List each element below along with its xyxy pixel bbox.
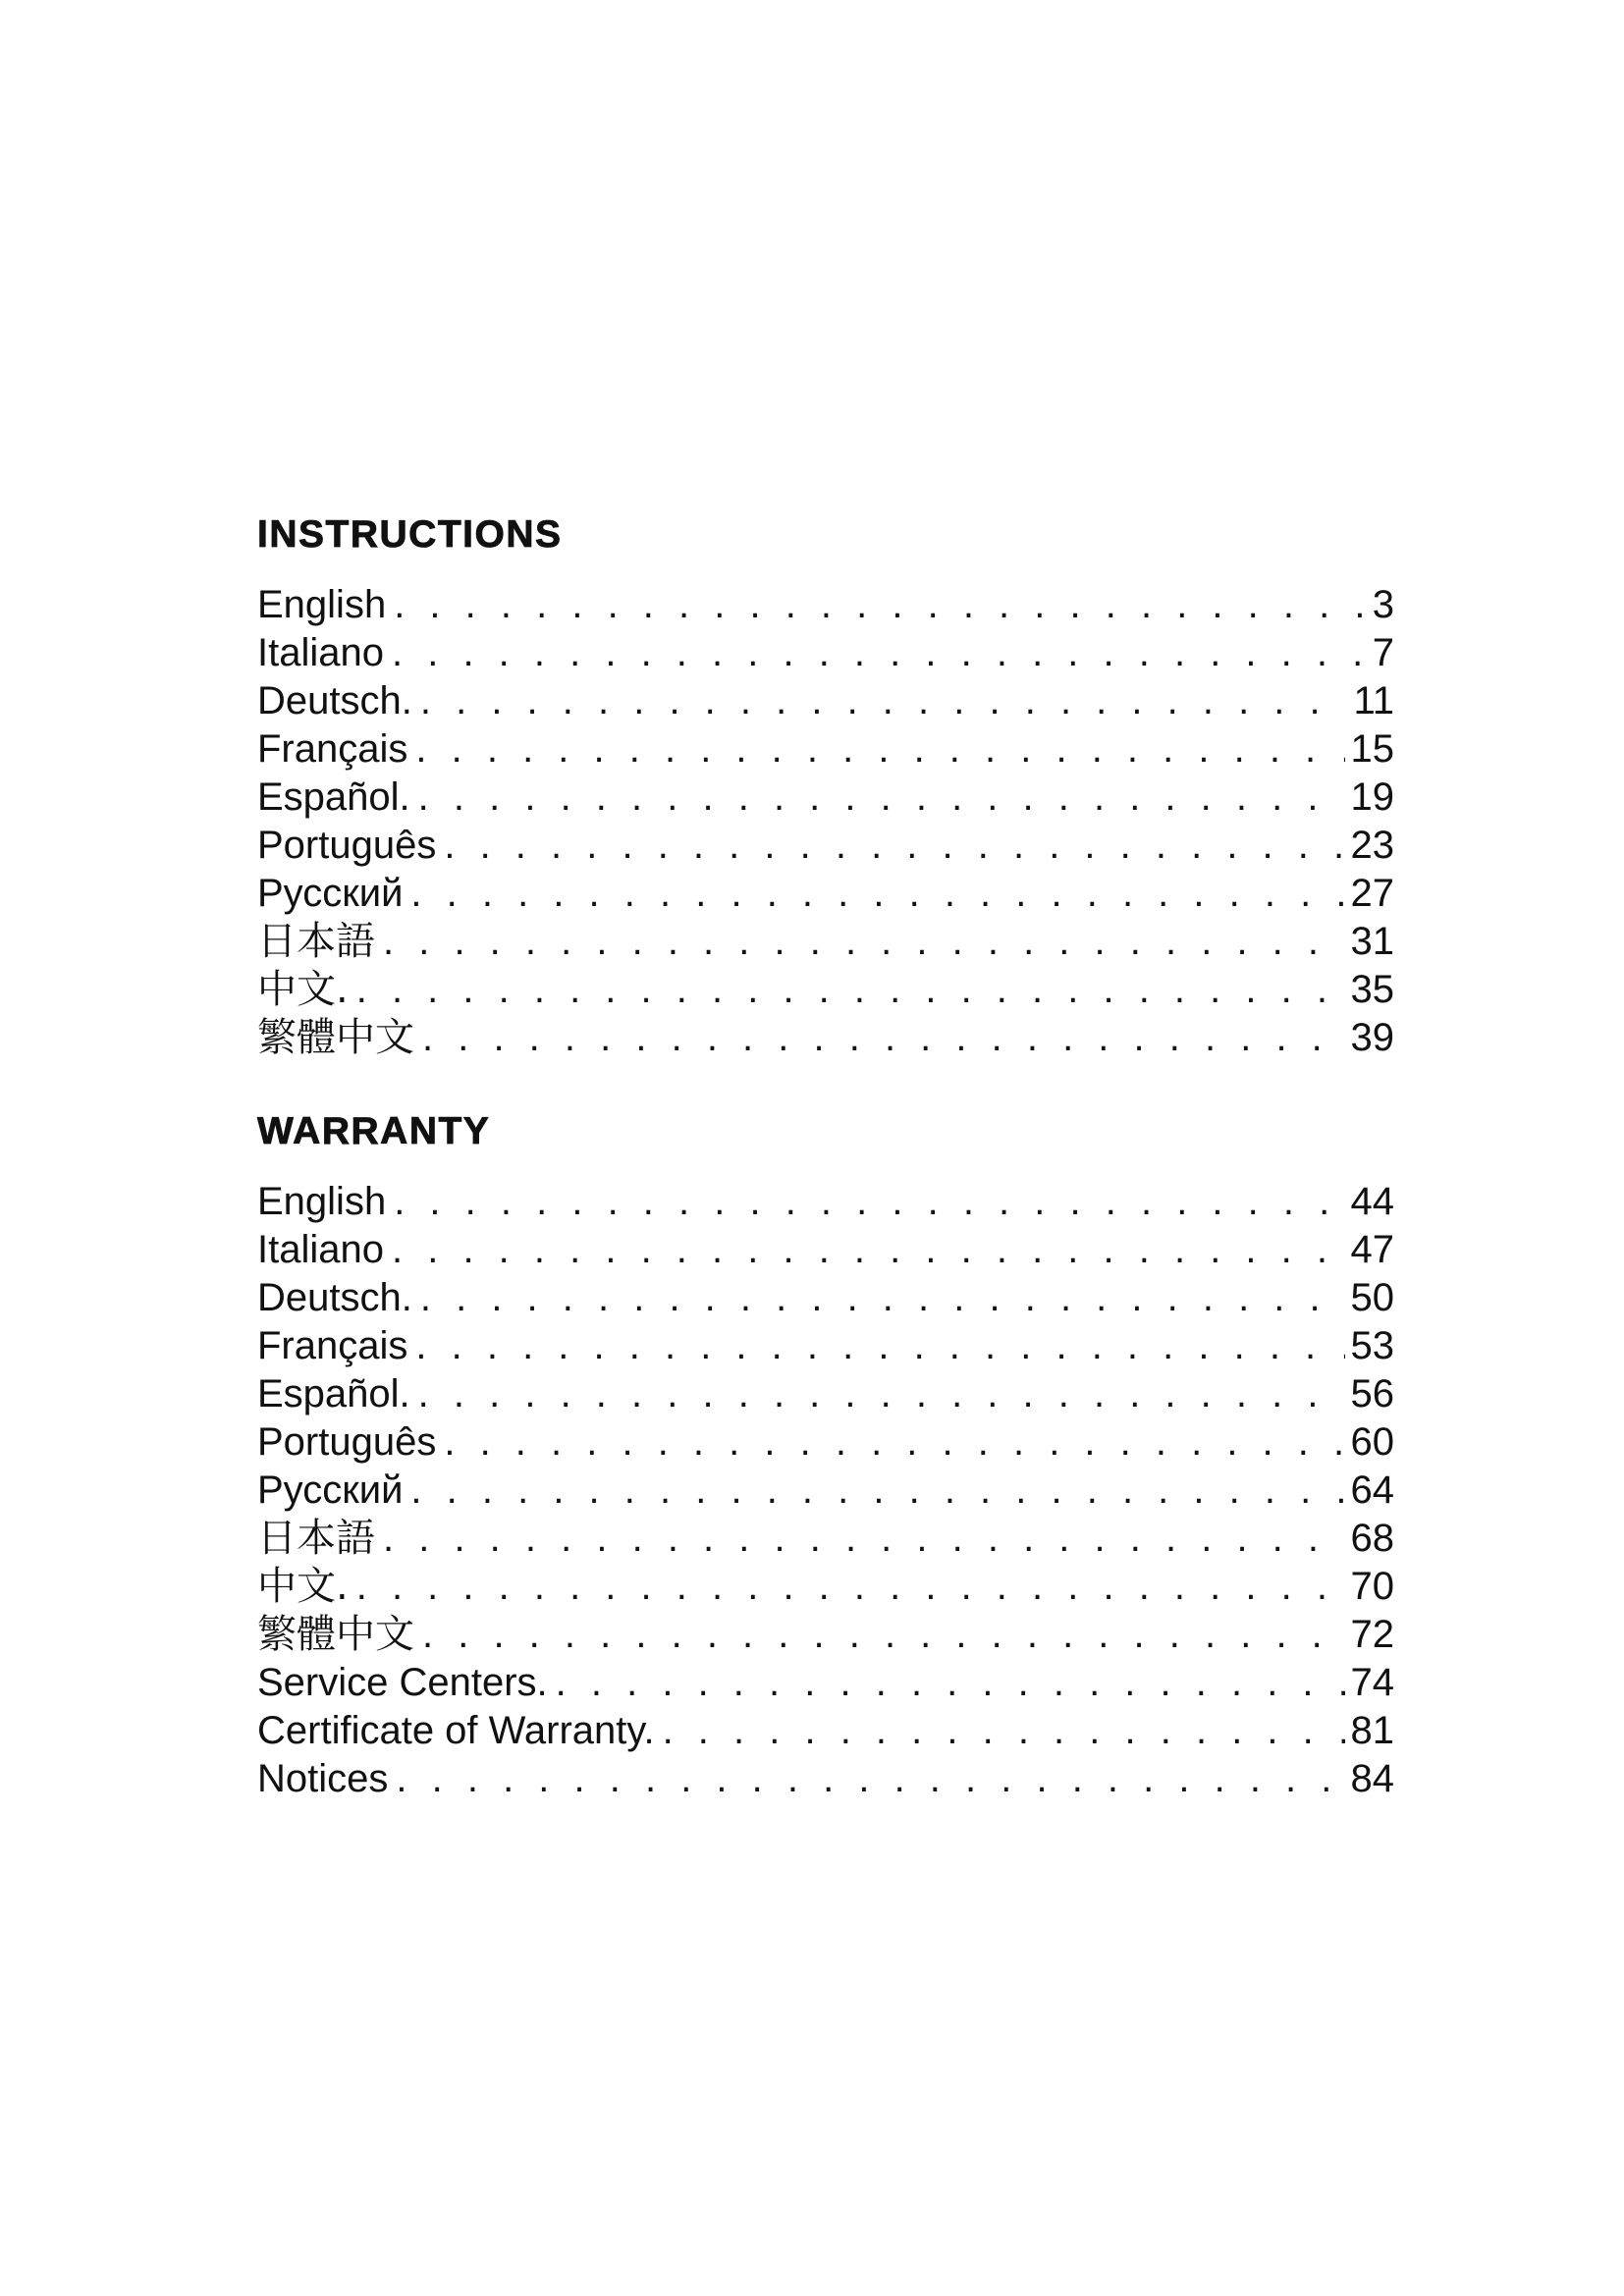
dot-leader [407,1322,1344,1370]
toc-entry-page: 72 [1350,1613,1394,1656]
toc-entry-page: 84 [1350,1757,1394,1800]
toc-entry-page: 7 [1372,631,1394,674]
toc-entry [257,581,1394,629]
toc-entry [257,1755,1394,1803]
warranty-heading: WARRANTY [257,1110,491,1152]
toc-entry-page: 56 [1350,1372,1394,1415]
dot-leader [412,677,1348,725]
toc-entry-page: 68 [1350,1517,1394,1560]
toc-entry-label: 中文. [257,967,349,1012]
toc-entry-page: 31 [1350,920,1394,963]
toc-entry-label: Pусский [257,872,404,915]
toc-entry-page: 64 [1350,1468,1394,1512]
dot-leader [384,629,1367,677]
instructions-heading: INSTRUCTIONS [257,513,563,556]
dot-leader [655,1707,1345,1755]
toc-entry-page: 44 [1350,1180,1394,1223]
dot-leader [386,581,1367,629]
toc-entry-page: 19 [1350,775,1394,819]
dot-leader [436,1418,1344,1467]
toc-entry [257,677,1394,725]
dot-leader [407,725,1344,774]
toc-entry [257,725,1394,774]
dot-leader [412,1274,1345,1322]
instructions-entries [257,581,1394,1062]
toc-entry-label: 日本語 [257,919,375,964]
toc-entry-label: Português [257,1420,437,1464]
dot-leader [384,1226,1345,1274]
toc-entry [257,774,1394,822]
toc-entry [257,1370,1394,1418]
warranty-entries [257,1178,1394,1803]
toc-entry-label: Italiano [257,1228,384,1271]
toc-entry [257,1418,1394,1467]
toc-entry [257,822,1394,870]
toc-entry [257,1014,1394,1062]
dot-leader [414,1014,1345,1062]
dot-leader [349,966,1345,1014]
toc-entry [257,1515,1394,1563]
dot-leader [548,1659,1345,1707]
toc-entry-label: Notices [257,1757,389,1800]
toc-entry-page: 35 [1350,968,1394,1011]
toc-entry-label: Italiano [257,631,384,674]
toc-entry [257,1707,1394,1755]
toc-entry-label: Deutsch. [257,1276,412,1319]
toc-entry-page: 70 [1350,1565,1394,1608]
toc-entry-page: 11 [1353,679,1394,722]
dot-leader [403,870,1344,918]
toc-entry [257,1274,1394,1322]
toc-entry [257,1563,1394,1611]
toc-entry-label: English [257,583,387,626]
dot-leader [403,1467,1344,1515]
toc-entry-page: 74 [1350,1661,1394,1704]
toc-entry-page: 23 [1350,824,1394,867]
toc-entry [257,1659,1394,1707]
toc-entry-label: Certificate of Warranty. [257,1709,655,1752]
toc-entry-label: English [257,1180,387,1223]
toc-entry [257,966,1394,1014]
dot-leader [375,918,1345,966]
toc-entry-label: 中文. [257,1564,349,1609]
toc-entry-page: 50 [1350,1276,1394,1319]
toc-entry-page: 3 [1372,583,1394,626]
toc-entry-label: Português [257,824,437,867]
dot-leader [386,1178,1344,1226]
toc-entry-label: Pусский [257,1468,404,1512]
toc-entry [257,918,1394,966]
toc-entry [257,1467,1394,1515]
toc-entry-page: 81 [1350,1709,1394,1752]
toc-entry-label: Service Centers. [257,1661,548,1704]
dot-leader [349,1563,1345,1611]
toc-entry-label: Français [257,727,408,771]
toc-entry-label: 日本語 [257,1516,375,1561]
toc-entry-page: 53 [1350,1324,1394,1367]
toc-entry-label: 繁體中文 [257,1015,414,1060]
toc-entry [257,1322,1394,1370]
toc-entry-label: Deutsch. [257,679,412,722]
toc-entry [257,870,1394,918]
dot-leader [388,1755,1344,1803]
toc-entry [257,1178,1394,1226]
toc-entry-page: 47 [1350,1228,1394,1271]
dot-leader [375,1515,1345,1563]
toc-entry [257,629,1394,677]
dot-leader [410,774,1345,822]
dot-leader [410,1370,1345,1418]
toc-entry-label: Español. [257,1372,410,1415]
dot-leader [436,822,1344,870]
toc-entry-page: 39 [1350,1016,1394,1059]
table-of-contents [257,501,1394,1803]
toc-entry-page: 60 [1350,1420,1394,1464]
toc-entry [257,1226,1394,1274]
toc-entry-label: Français [257,1324,408,1367]
dot-leader [414,1611,1345,1659]
toc-entry-page: 15 [1350,727,1394,771]
toc-entry-page: 27 [1350,872,1394,915]
toc-entry-label: 繁體中文 [257,1612,414,1657]
toc-entry-label: Español. [257,775,410,819]
toc-entry [257,1611,1394,1659]
